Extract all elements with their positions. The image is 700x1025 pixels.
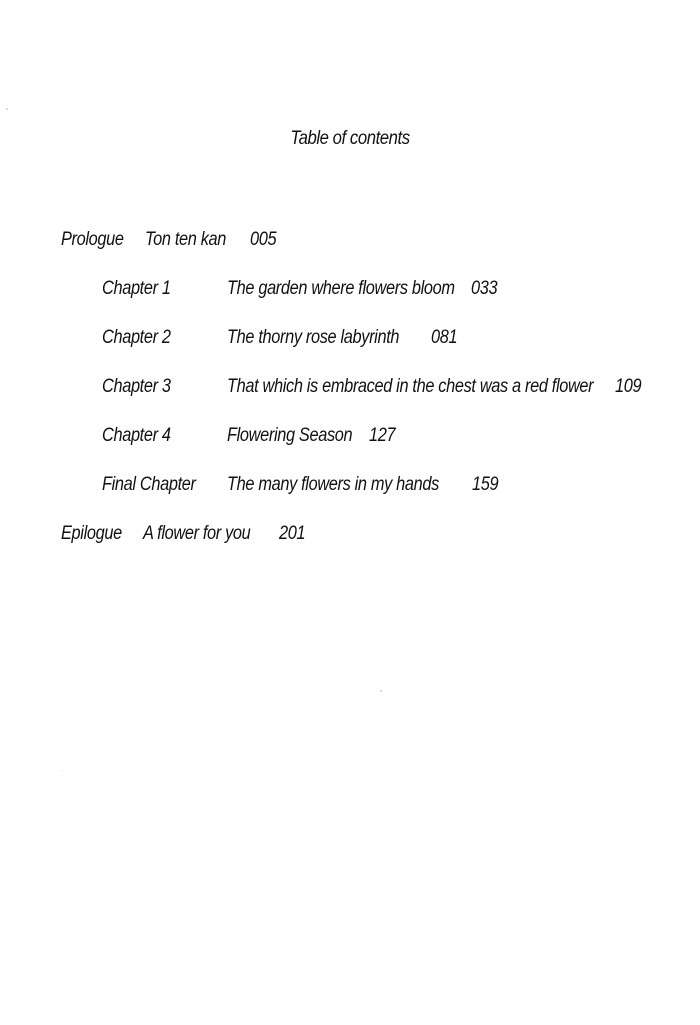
entry-title: That which is embraced in the chest was a red flower bbox=[227, 376, 594, 397]
entry-page-number: 127 bbox=[369, 425, 396, 446]
scan-speck bbox=[62, 770, 63, 771]
entry-title: Flowering Season bbox=[227, 425, 353, 446]
entry-page-number: 159 bbox=[472, 474, 499, 495]
entry-title: The many flowers in my hands bbox=[227, 474, 439, 495]
entry-page-number: 109 bbox=[615, 376, 642, 397]
entry-title: The thorny rose labyrinth bbox=[227, 327, 400, 348]
toc-entry-chapter-4 bbox=[0, 425, 700, 451]
entry-title: A flower for you bbox=[143, 523, 251, 544]
toc-entry-chapter-2 bbox=[0, 327, 700, 353]
entry-label: Chapter 4 bbox=[102, 425, 171, 446]
toc-entry-chapter-3 bbox=[0, 376, 700, 402]
toc-entry-epilogue bbox=[0, 523, 700, 549]
toc-entry-prologue bbox=[0, 229, 700, 255]
scan-speck bbox=[6, 108, 8, 110]
entry-label: Prologue bbox=[61, 229, 124, 250]
entry-label: Epilogue bbox=[61, 523, 122, 544]
entry-page-number: 005 bbox=[250, 229, 277, 250]
entry-label: Chapter 1 bbox=[102, 278, 171, 299]
entry-title: The garden where flowers bloom bbox=[227, 278, 455, 299]
entry-label: Chapter 2 bbox=[102, 327, 171, 348]
entry-page-number: 201 bbox=[279, 523, 306, 544]
entry-title: Ton ten kan bbox=[145, 229, 227, 250]
toc-entry-chapter-1 bbox=[0, 278, 700, 304]
scan-speck bbox=[380, 690, 382, 692]
entry-page-number: 081 bbox=[431, 327, 458, 348]
page-title: Table of contents bbox=[290, 128, 410, 149]
toc-entry-final-chapter bbox=[0, 474, 700, 500]
entry-page-number: 033 bbox=[471, 278, 498, 299]
entry-label: Chapter 3 bbox=[102, 376, 171, 397]
entry-label: Final Chapter bbox=[102, 474, 196, 495]
